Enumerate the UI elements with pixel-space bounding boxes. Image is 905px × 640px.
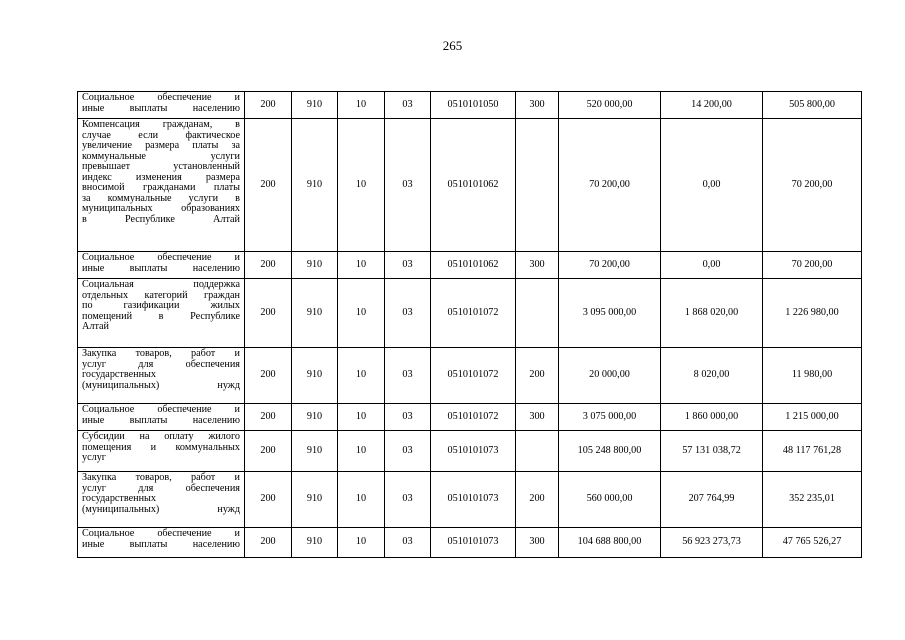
row-name <box>78 92 245 119</box>
row-name-line: Субсидии на оплату жилого <box>82 431 240 442</box>
table-row <box>78 528 862 558</box>
row-name-line: муниципальных образованиях <box>82 203 240 214</box>
row-name-line: услуг <box>82 452 106 463</box>
amount-cell: 520 000,00 <box>559 92 661 119</box>
code-cell: 200 <box>245 431 292 472</box>
row-name-line: вносимой гражданами платы <box>82 182 240 193</box>
row-name-line: отдельных категорий граждан <box>82 289 240 301</box>
amount-cell: 1 215 000,00 <box>763 404 862 431</box>
row-name <box>78 472 245 528</box>
code-cell: 200 <box>245 404 292 431</box>
row-name-line: (муниципальных) нужд <box>82 379 240 391</box>
code-cell: 910 <box>292 348 338 404</box>
row-name-line: Закупка товаров, работ и <box>82 348 240 359</box>
budget-table <box>77 91 862 558</box>
row-name <box>78 431 245 472</box>
code-cell: 10 <box>338 92 385 119</box>
code-cell: 910 <box>292 528 338 558</box>
code-cell: 300 <box>516 92 559 119</box>
code-cell: 910 <box>292 404 338 431</box>
code-cell: 0510101050 <box>431 92 516 119</box>
row-name-line: Алтай <box>82 321 109 332</box>
amount-cell: 70 200,00 <box>763 252 862 279</box>
amount-cell: 14 200,00 <box>661 92 763 119</box>
code-cell: 910 <box>292 472 338 528</box>
code-cell: 03 <box>385 431 431 472</box>
row-name <box>78 252 245 279</box>
row-name <box>78 279 245 348</box>
row-name-line: иные выплаты населению <box>82 102 240 114</box>
code-cell: 200 <box>245 252 292 279</box>
row-name-line: государственных <box>82 369 156 380</box>
amount-cell: 0,00 <box>661 252 763 279</box>
code-cell: 910 <box>292 92 338 119</box>
code-cell: 910 <box>292 279 338 348</box>
page-number: 265 <box>442 38 463 53</box>
row-name-line: (муниципальных) нужд <box>82 503 240 515</box>
code-cell: 0510101062 <box>431 252 516 279</box>
code-cell: 200 <box>516 472 559 528</box>
code-cell: 0510101072 <box>431 404 516 431</box>
amount-cell: 47 765 526,27 <box>763 528 862 558</box>
row-name-line: услуг для обеспечения <box>82 482 240 494</box>
row-name-line: Социальное обеспечение и <box>82 252 240 263</box>
amount-cell: 56 923 273,73 <box>661 528 763 558</box>
amount-cell: 3 075 000,00 <box>559 404 661 431</box>
code-cell: 0510101072 <box>431 348 516 404</box>
code-cell: 10 <box>338 119 385 252</box>
code-cell: 03 <box>385 472 431 528</box>
code-cell: 910 <box>292 252 338 279</box>
table-row <box>78 431 862 472</box>
code-cell: 0510101073 <box>431 472 516 528</box>
row-name <box>78 404 245 431</box>
code-cell: 300 <box>516 404 559 431</box>
row-name-line: случае если фактическое <box>82 129 240 141</box>
code-cell: 03 <box>385 92 431 119</box>
amount-cell: 207 764,99 <box>661 472 763 528</box>
code-cell: 03 <box>385 119 431 252</box>
code-cell: 03 <box>385 279 431 348</box>
row-name-line: государственных <box>82 493 156 504</box>
code-cell: 0510101073 <box>431 528 516 558</box>
code-cell: 200 <box>245 92 292 119</box>
row-name <box>78 348 245 404</box>
row-name-line: Компенсация гражданам, в <box>82 119 240 130</box>
amount-cell: 70 200,00 <box>559 252 661 279</box>
row-name-line: за коммунальные услуги в <box>82 192 240 204</box>
code-cell: 300 <box>516 528 559 558</box>
row-name-line: превышает установленный <box>82 161 240 172</box>
amount-cell: 104 688 800,00 <box>559 528 661 558</box>
amount-cell: 3 095 000,00 <box>559 279 661 348</box>
code-cell <box>516 119 559 252</box>
row-name-line: коммунальные услуги <box>82 150 240 162</box>
amount-cell: 1 868 020,00 <box>661 279 763 348</box>
table-row <box>78 119 862 252</box>
row-name-line: Социальное обеспечение и <box>82 404 240 415</box>
code-cell: 200 <box>245 119 292 252</box>
row-name-line: увеличение размера платы за <box>82 140 240 151</box>
table-row <box>78 404 862 431</box>
amount-cell: 11 980,00 <box>763 348 862 404</box>
row-name <box>78 119 245 252</box>
code-cell: 03 <box>385 252 431 279</box>
code-cell: 10 <box>338 528 385 558</box>
code-cell: 10 <box>338 431 385 472</box>
code-cell: 10 <box>338 279 385 348</box>
code-cell <box>516 431 559 472</box>
table-row <box>78 472 862 528</box>
row-name-line: услуг для обеспечения <box>82 358 240 370</box>
table-row <box>78 279 862 348</box>
row-name-line: иные выплаты населению <box>82 414 240 426</box>
row-name-line: иные выплаты населению <box>82 262 240 274</box>
amount-cell: 105 248 800,00 <box>559 431 661 472</box>
row-name-line: по газификации жилых <box>82 300 240 311</box>
amount-cell: 505 800,00 <box>763 92 862 119</box>
code-cell: 10 <box>338 472 385 528</box>
code-cell: 0510101073 <box>431 431 516 472</box>
row-name-line: Социальная поддержка <box>82 279 240 290</box>
row-name-line: Закупка товаров, работ и <box>82 472 240 483</box>
row-name-line: иные выплаты населению <box>82 538 240 550</box>
code-cell: 200 <box>245 279 292 348</box>
row-name-line: Социальное обеспечение и <box>82 92 240 103</box>
code-cell: 03 <box>385 528 431 558</box>
row-name-line: индекс изменения размера <box>82 171 240 183</box>
amount-cell: 48 117 761,28 <box>763 431 862 472</box>
row-name-line: Социальное обеспечение и <box>82 528 240 539</box>
amount-cell: 560 000,00 <box>559 472 661 528</box>
code-cell: 200 <box>245 472 292 528</box>
code-cell: 200 <box>516 348 559 404</box>
code-cell: 10 <box>338 348 385 404</box>
row-name-line: помещений в Республике <box>82 310 240 322</box>
amount-cell: 8 020,00 <box>661 348 763 404</box>
table-row <box>78 92 862 119</box>
amount-cell: 1 226 980,00 <box>763 279 862 348</box>
row-name <box>78 528 245 558</box>
code-cell: 0510101072 <box>431 279 516 348</box>
amount-cell: 20 000,00 <box>559 348 661 404</box>
table-row <box>78 348 862 404</box>
amount-cell: 70 200,00 <box>559 119 661 252</box>
code-cell: 200 <box>245 348 292 404</box>
amount-cell: 352 235,01 <box>763 472 862 528</box>
amount-cell: 57 131 038,72 <box>661 431 763 472</box>
code-cell: 03 <box>385 348 431 404</box>
code-cell: 0510101062 <box>431 119 516 252</box>
code-cell: 200 <box>245 528 292 558</box>
code-cell: 03 <box>385 404 431 431</box>
code-cell: 10 <box>338 252 385 279</box>
amount-cell: 0,00 <box>661 119 763 252</box>
code-cell: 10 <box>338 404 385 431</box>
row-name-line: помещения и коммунальных <box>82 441 240 453</box>
amount-cell: 70 200,00 <box>763 119 862 252</box>
code-cell: 910 <box>292 431 338 472</box>
code-cell: 910 <box>292 119 338 252</box>
code-cell: 300 <box>516 252 559 279</box>
amount-cell: 1 860 000,00 <box>661 404 763 431</box>
table-row <box>78 252 862 279</box>
row-name-line: в Республике Алтай <box>82 213 240 225</box>
code-cell <box>516 279 559 348</box>
